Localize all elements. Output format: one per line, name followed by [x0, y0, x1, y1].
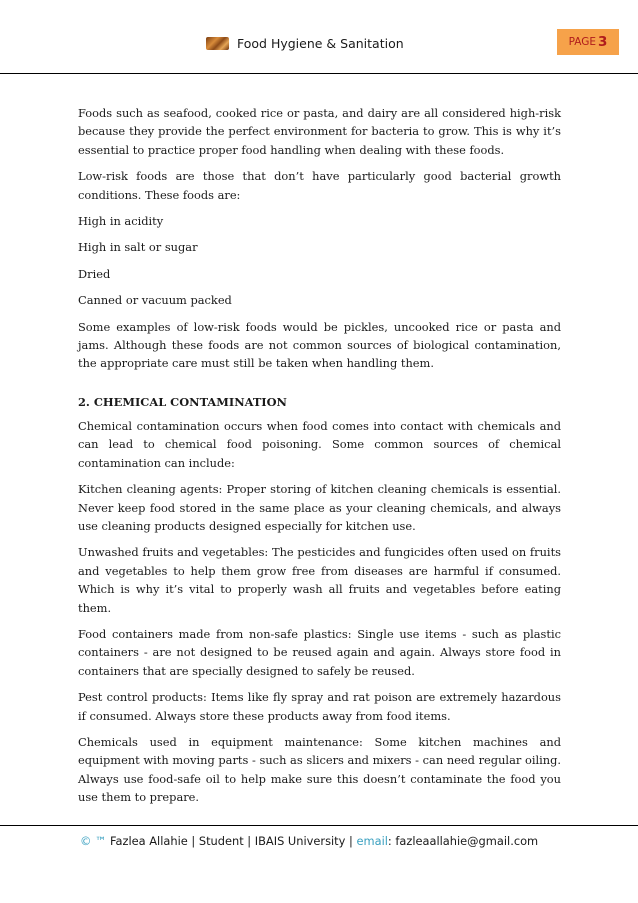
paragraph-food-containers: Food containers made from non-safe plastics: Single use items - such as plastic containers - are not designed to be reused again and again. Always store food in containers that are specially designed to safely be reused. — [78, 626, 561, 678]
header-divider — [0, 73, 638, 74]
list-item: Dried — [78, 266, 111, 281]
list-item: High in acidity — [78, 214, 164, 229]
paragraph-unwashed-produce: Unwashed fruits and vegetables: The pesticides and fungicides often used on fruits and vegetables to help them grow free from diseases are harmful if consumed. Which is why it’s vital to properly wash all fruits and vegetables before eating them. — [78, 545, 561, 615]
page-label: PAGE — [568, 36, 597, 48]
paragraph-chemical-intro: Chemical contamination occurs when food comes into contact with chemicals and can lead to chemical food poisoning. Some common sources of chemical contamination can include: — [78, 418, 561, 470]
paragraph-cleaning-agents: Kitchen cleaning agents: Proper storing of kitchen cleaning chemicals is essential. Never keep food stored in the same place as your cleaning chemicals, and always use cleaning products designed especially for kitchen use. — [78, 482, 561, 533]
paragraph-low-risk-intro: Low-risk foods are those that don’t have particularly good bacterial growth conditions. These foods are: — [78, 169, 561, 202]
page-footer — [80, 834, 538, 848]
footer-email: : fazleaallahie@gmail.com — [387, 834, 539, 848]
page-header — [0, 0, 638, 74]
food-photo-icon — [206, 37, 229, 50]
list-item: Canned or vacuum packed — [78, 293, 232, 308]
section-heading: 2. CHEMICAL CONTAMINATION — [78, 394, 287, 409]
page-number-badge — [557, 29, 619, 55]
document-body — [78, 104, 561, 815]
paragraph-equipment-maintenance: Chemicals used in equipment maintenance: Some kitchen machines and equipment with moving parts - such as slicers and mixers - can need regular oiling. Always use food-safe oil to help make sure this doesn’t contaminate the food you use them to prepare. — [78, 734, 561, 805]
list-item: High in salt or sugar — [78, 240, 198, 255]
paragraph-high-risk: Foods such as seafood, cooked rice or pasta, and dairy are all considered high-risk because they provide the perfect environment for bacteria to grow. This is why it’s essential to practice proper food handling when dealing with these foods. — [78, 106, 561, 157]
paragraph-pest-control: Pest control products: Items like fly spray and rat poison are extremely hazardous if consumed. Always store these products away from food items. — [78, 690, 561, 723]
page-number: 3 — [598, 34, 608, 50]
header-title-group — [206, 33, 404, 53]
footer-email-label: email — [356, 834, 388, 848]
footer-author: Fazlea Allahie | Student | IBAIS University | — [106, 834, 357, 848]
paragraph-low-risk-examples: Some examples of low-risk foods would be pickles, uncooked rice or pasta and jams. Although these foods are not common sources of biological contamination, the appropriate care must still be taken when handling them. — [78, 319, 561, 371]
header-title: Food Hygiene & Sanitation — [237, 35, 404, 51]
copyright-trademark-symbols: © ™ — [80, 834, 107, 848]
footer-divider — [0, 825, 638, 826]
